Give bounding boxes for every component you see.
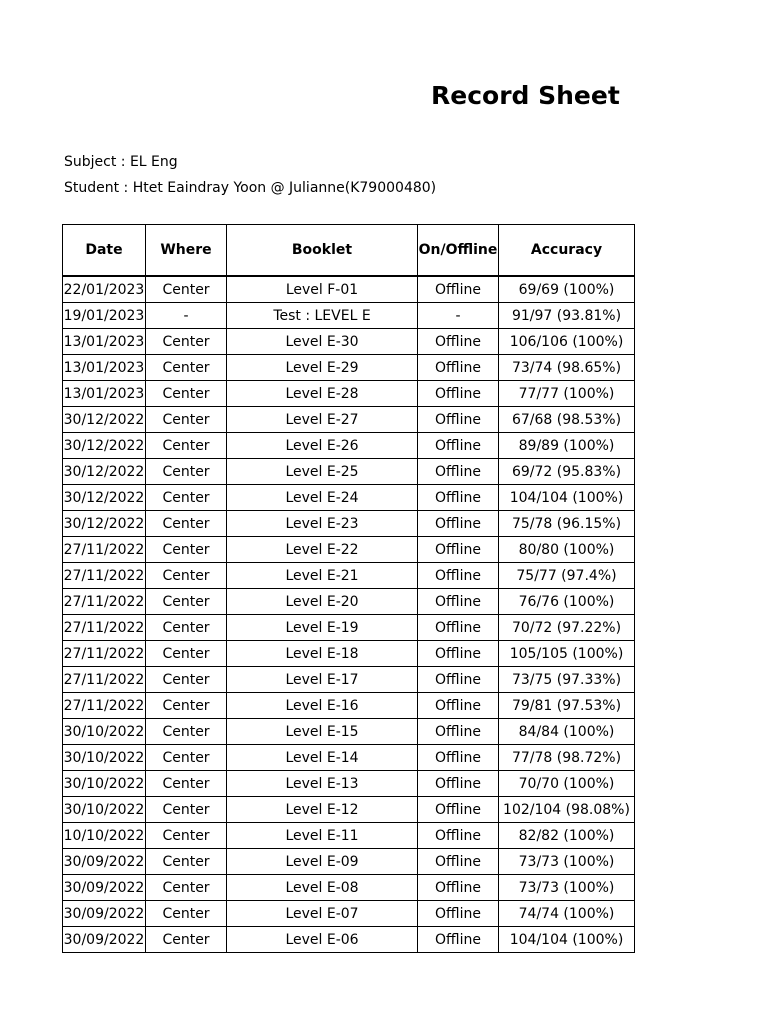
header-accuracy: Accuracy <box>499 225 635 277</box>
cell-booklet: Level E-22 <box>227 537 418 563</box>
record-table <box>62 224 635 953</box>
cell-date: 30/12/2022 <box>63 433 146 459</box>
cell-on-offline: Offline <box>418 693 499 719</box>
cell-accuracy: 75/77 (97.4%) <box>499 563 635 589</box>
cell-date: 30/09/2022 <box>63 901 146 927</box>
cell-where: Center <box>146 797 227 823</box>
cell-booklet: Level E-25 <box>227 459 418 485</box>
cell-date: 30/10/2022 <box>63 797 146 823</box>
table-row <box>63 719 635 745</box>
table-row <box>63 771 635 797</box>
cell-date: 13/01/2023 <box>63 355 146 381</box>
header-where: Where <box>146 225 227 277</box>
page-title: Record Sheet <box>431 81 620 110</box>
cell-where: Center <box>146 719 227 745</box>
table-row <box>63 589 635 615</box>
table-row <box>63 875 635 901</box>
cell-accuracy: 73/75 (97.33%) <box>499 667 635 693</box>
cell-booklet: Level E-16 <box>227 693 418 719</box>
cell-where: Center <box>146 823 227 849</box>
cell-booklet: Level E-19 <box>227 615 418 641</box>
cell-accuracy: 80/80 (100%) <box>499 537 635 563</box>
table-row <box>63 303 635 329</box>
cell-accuracy: 74/74 (100%) <box>499 901 635 927</box>
cell-booklet: Level E-29 <box>227 355 418 381</box>
table-header-row <box>63 225 635 277</box>
cell-date: 30/12/2022 <box>63 485 146 511</box>
table-row <box>63 849 635 875</box>
cell-booklet: Level E-28 <box>227 381 418 407</box>
cell-booklet: Level E-08 <box>227 875 418 901</box>
table-row <box>63 381 635 407</box>
cell-date: 30/10/2022 <box>63 771 146 797</box>
cell-on-offline: Offline <box>418 563 499 589</box>
cell-booklet: Level E-24 <box>227 485 418 511</box>
cell-where: - <box>146 303 227 329</box>
cell-booklet: Level E-15 <box>227 719 418 745</box>
table-row <box>63 485 635 511</box>
cell-where: Center <box>146 355 227 381</box>
cell-on-offline: Offline <box>418 667 499 693</box>
cell-accuracy: 73/73 (100%) <box>499 875 635 901</box>
cell-booklet: Level E-12 <box>227 797 418 823</box>
cell-on-offline: Offline <box>418 485 499 511</box>
cell-where: Center <box>146 667 227 693</box>
cell-date: 27/11/2022 <box>63 693 146 719</box>
table-row <box>63 927 635 953</box>
table-row <box>63 745 635 771</box>
table-row <box>63 693 635 719</box>
cell-on-offline: - <box>418 303 499 329</box>
cell-booklet: Level E-27 <box>227 407 418 433</box>
cell-accuracy: 76/76 (100%) <box>499 589 635 615</box>
cell-on-offline: Offline <box>418 797 499 823</box>
cell-accuracy: 82/82 (100%) <box>499 823 635 849</box>
cell-date: 27/11/2022 <box>63 667 146 693</box>
cell-on-offline: Offline <box>418 459 499 485</box>
cell-where: Center <box>146 875 227 901</box>
cell-accuracy: 104/104 (100%) <box>499 485 635 511</box>
cell-on-offline: Offline <box>418 823 499 849</box>
cell-on-offline: Offline <box>418 901 499 927</box>
cell-where: Center <box>146 485 227 511</box>
table-row <box>63 563 635 589</box>
table-row <box>63 667 635 693</box>
cell-accuracy: 104/104 (100%) <box>499 927 635 953</box>
cell-accuracy: 69/69 (100%) <box>499 276 635 303</box>
cell-booklet: Level E-21 <box>227 563 418 589</box>
table-row <box>63 276 635 303</box>
table-row <box>63 329 635 355</box>
cell-where: Center <box>146 901 227 927</box>
table-row <box>63 823 635 849</box>
cell-date: 13/01/2023 <box>63 329 146 355</box>
cell-booklet: Level E-18 <box>227 641 418 667</box>
table-row <box>63 433 635 459</box>
header-booklet: Booklet <box>227 225 418 277</box>
cell-on-offline: Offline <box>418 355 499 381</box>
table-row <box>63 511 635 537</box>
cell-date: 30/09/2022 <box>63 849 146 875</box>
cell-accuracy: 75/78 (96.15%) <box>499 511 635 537</box>
cell-accuracy: 106/106 (100%) <box>499 329 635 355</box>
header-date: Date <box>63 225 146 277</box>
cell-accuracy: 91/97 (93.81%) <box>499 303 635 329</box>
cell-date: 30/10/2022 <box>63 745 146 771</box>
table-row <box>63 537 635 563</box>
cell-booklet: Level E-11 <box>227 823 418 849</box>
cell-booklet: Level E-30 <box>227 329 418 355</box>
cell-booklet: Level E-14 <box>227 745 418 771</box>
cell-on-offline: Offline <box>418 381 499 407</box>
table-row <box>63 797 635 823</box>
cell-date: 27/11/2022 <box>63 615 146 641</box>
cell-on-offline: Offline <box>418 719 499 745</box>
cell-accuracy: 67/68 (98.53%) <box>499 407 635 433</box>
cell-where: Center <box>146 537 227 563</box>
student-line: Student : Htet Eaindray Yoon @ Julianne(K79000480) <box>64 180 437 196</box>
cell-accuracy: 69/72 (95.83%) <box>499 459 635 485</box>
cell-date: 10/10/2022 <box>63 823 146 849</box>
cell-on-offline: Offline <box>418 329 499 355</box>
cell-accuracy: 84/84 (100%) <box>499 719 635 745</box>
cell-where: Center <box>146 589 227 615</box>
table-row <box>63 641 635 667</box>
cell-where: Center <box>146 693 227 719</box>
cell-where: Center <box>146 276 227 303</box>
table-row <box>63 407 635 433</box>
table-row <box>63 355 635 381</box>
cell-on-offline: Offline <box>418 641 499 667</box>
cell-on-offline: Offline <box>418 537 499 563</box>
cell-accuracy: 73/74 (98.65%) <box>499 355 635 381</box>
cell-date: 13/01/2023 <box>63 381 146 407</box>
table-row <box>63 615 635 641</box>
cell-accuracy: 102/104 (98.08%) <box>499 797 635 823</box>
cell-on-offline: Offline <box>418 511 499 537</box>
cell-date: 27/11/2022 <box>63 563 146 589</box>
cell-where: Center <box>146 511 227 537</box>
cell-date: 30/09/2022 <box>63 927 146 953</box>
cell-where: Center <box>146 927 227 953</box>
cell-date: 27/11/2022 <box>63 641 146 667</box>
cell-accuracy: 79/81 (97.53%) <box>499 693 635 719</box>
cell-on-offline: Offline <box>418 875 499 901</box>
cell-accuracy: 105/105 (100%) <box>499 641 635 667</box>
cell-booklet: Level F-01 <box>227 276 418 303</box>
cell-date: 22/01/2023 <box>63 276 146 303</box>
table-row <box>63 901 635 927</box>
cell-booklet: Level E-07 <box>227 901 418 927</box>
cell-where: Center <box>146 407 227 433</box>
cell-where: Center <box>146 615 227 641</box>
cell-accuracy: 77/77 (100%) <box>499 381 635 407</box>
cell-booklet: Level E-17 <box>227 667 418 693</box>
table-row <box>63 459 635 485</box>
cell-where: Center <box>146 641 227 667</box>
cell-where: Center <box>146 459 227 485</box>
cell-booklet: Test : LEVEL E <box>227 303 418 329</box>
cell-where: Center <box>146 381 227 407</box>
cell-booklet: Level E-26 <box>227 433 418 459</box>
cell-date: 30/10/2022 <box>63 719 146 745</box>
cell-date: 27/11/2022 <box>63 537 146 563</box>
cell-accuracy: 89/89 (100%) <box>499 433 635 459</box>
cell-date: 30/12/2022 <box>63 407 146 433</box>
cell-booklet: Level E-06 <box>227 927 418 953</box>
cell-accuracy: 70/70 (100%) <box>499 771 635 797</box>
cell-on-offline: Offline <box>418 849 499 875</box>
cell-where: Center <box>146 433 227 459</box>
cell-accuracy: 77/78 (98.72%) <box>499 745 635 771</box>
cell-on-offline: Offline <box>418 771 499 797</box>
cell-date: 27/11/2022 <box>63 589 146 615</box>
cell-where: Center <box>146 849 227 875</box>
cell-on-offline: Offline <box>418 589 499 615</box>
cell-where: Center <box>146 771 227 797</box>
cell-booklet: Level E-09 <box>227 849 418 875</box>
cell-booklet: Level E-20 <box>227 589 418 615</box>
cell-booklet: Level E-13 <box>227 771 418 797</box>
cell-where: Center <box>146 329 227 355</box>
cell-where: Center <box>146 563 227 589</box>
cell-on-offline: Offline <box>418 745 499 771</box>
cell-date: 30/09/2022 <box>63 875 146 901</box>
cell-date: 30/12/2022 <box>63 459 146 485</box>
cell-accuracy: 70/72 (97.22%) <box>499 615 635 641</box>
cell-where: Center <box>146 745 227 771</box>
cell-on-offline: Offline <box>418 407 499 433</box>
cell-date: 30/12/2022 <box>63 511 146 537</box>
table-body <box>63 276 635 953</box>
cell-date: 19/01/2023 <box>63 303 146 329</box>
cell-on-offline: Offline <box>418 433 499 459</box>
cell-accuracy: 73/73 (100%) <box>499 849 635 875</box>
cell-on-offline: Offline <box>418 276 499 303</box>
cell-on-offline: Offline <box>418 615 499 641</box>
header-on-offline: On/Offline <box>418 225 499 277</box>
cell-on-offline: Offline <box>418 927 499 953</box>
cell-booklet: Level E-23 <box>227 511 418 537</box>
subject-line: Subject : EL Eng <box>64 154 178 170</box>
